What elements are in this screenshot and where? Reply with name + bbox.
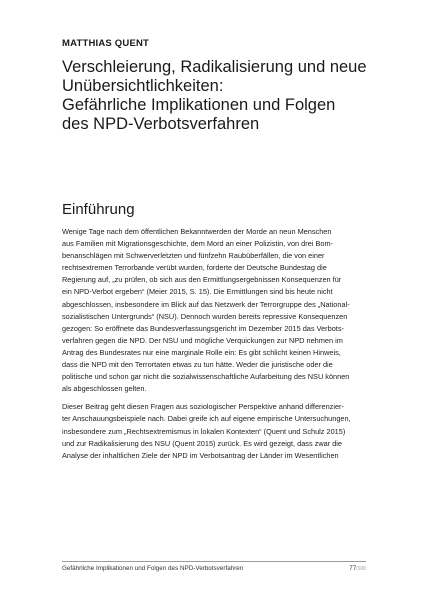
title-line: Verschleierung, Radikalisierung und neue <box>62 58 367 76</box>
text-line: benanschlägen mit Schwerverletzten und fünfzehn Raubüberfällen, die von einer <box>62 251 325 261</box>
paragraph <box>62 401 372 461</box>
text-line: als abgeschlossen gelten. <box>62 384 147 394</box>
section-heading: Einführung <box>62 201 135 218</box>
text-line: politische und schon gar nicht die sozialwissenschaftliche Aufarbeitung des NSU können <box>62 372 350 382</box>
footer-running-title: Gefährliche Implikationen und Folgen des NPD-Verbotsverfahren <box>62 565 244 572</box>
title-line: Gefährliche Implikationen und Folgen <box>62 96 336 114</box>
text-line: Regierung auf, „zu prüfen, ob sich aus den Ermittlungsergebnissen Konsequenzen für <box>62 275 342 285</box>
text-line: ein NPD-Verbot ergeben“ (Meier 2015, S. 15). Die Ermittlungen sind bis heute nicht <box>62 287 333 297</box>
text-line: und zur Radikalisierung des NSU (Quent 2015) zurück. Es wird gezeigt, dass zwar die <box>62 438 343 448</box>
footer-page-number <box>320 565 366 572</box>
article-title <box>62 58 392 134</box>
text-line: abgeschlossen, insbesondere im Blick auf das Netzwerk der Terrorgruppe des „National- <box>62 299 350 309</box>
text-line: aus Familien mit Migrationsgeschichte, dem Mord an einer Polizistin, von drei Bom- <box>62 239 334 249</box>
page-number: 77 <box>349 565 357 572</box>
title-line: Unübersichtlichkeiten: <box>62 77 224 95</box>
title-line: des NPD-Verbotsverfahren <box>62 115 260 133</box>
text-line: verfahren gegen die NPD. Der NSU und mögliche Verquickungen zur NPD nehmen im <box>62 335 343 345</box>
article-body <box>62 226 372 462</box>
text-line: Analyse der inhaltlichen Ziele der NPD im Verbotsantrag der Länder im Wesentlichen <box>62 450 339 460</box>
text-line: insbesondere zum „Rechtsextremismus in lokalen Kontexten“ (Quent und Schulz 2015) <box>62 426 346 436</box>
page-total: /100 <box>356 566 366 572</box>
text-line: dass die NPD mit den Terrortaten etwas zu tun hätte. Weder die juristische oder die <box>62 360 333 370</box>
text-line: Dieser Beitrag geht diesen Fragen aus soziologischer Perspektive anhand differenzier- <box>62 402 344 412</box>
author-name: MATTHIAS QUENT <box>62 38 150 49</box>
text-line: gezogen: So eröffnete das Bundesverfassungsgericht im Dezember 2015 das Verbots- <box>62 323 344 333</box>
paragraph <box>62 226 372 395</box>
text-line: Wenige Tage nach dem öffentlichen Bekanntwerden der Morde an neun Menschen <box>62 227 332 236</box>
text-line: ter Anschauungsbeispiele nach. Dabei greife ich auf eigene empirische Untersuchungen, <box>62 414 351 424</box>
text-line: rechtsextremen Terrorbande verübt wurden, forderte der Deutsche Bundestag die <box>62 263 327 273</box>
footer-divider <box>62 561 366 562</box>
text-line: Antrag des Bundesrates nur eine marginale Rolle ein: Es gibt schlicht keinen Hinweis, <box>62 347 341 357</box>
text-line: sozialistischen Untergrunds“ (NSU). Dennoch wurden bereits repressive Konsequenzen <box>62 311 348 321</box>
